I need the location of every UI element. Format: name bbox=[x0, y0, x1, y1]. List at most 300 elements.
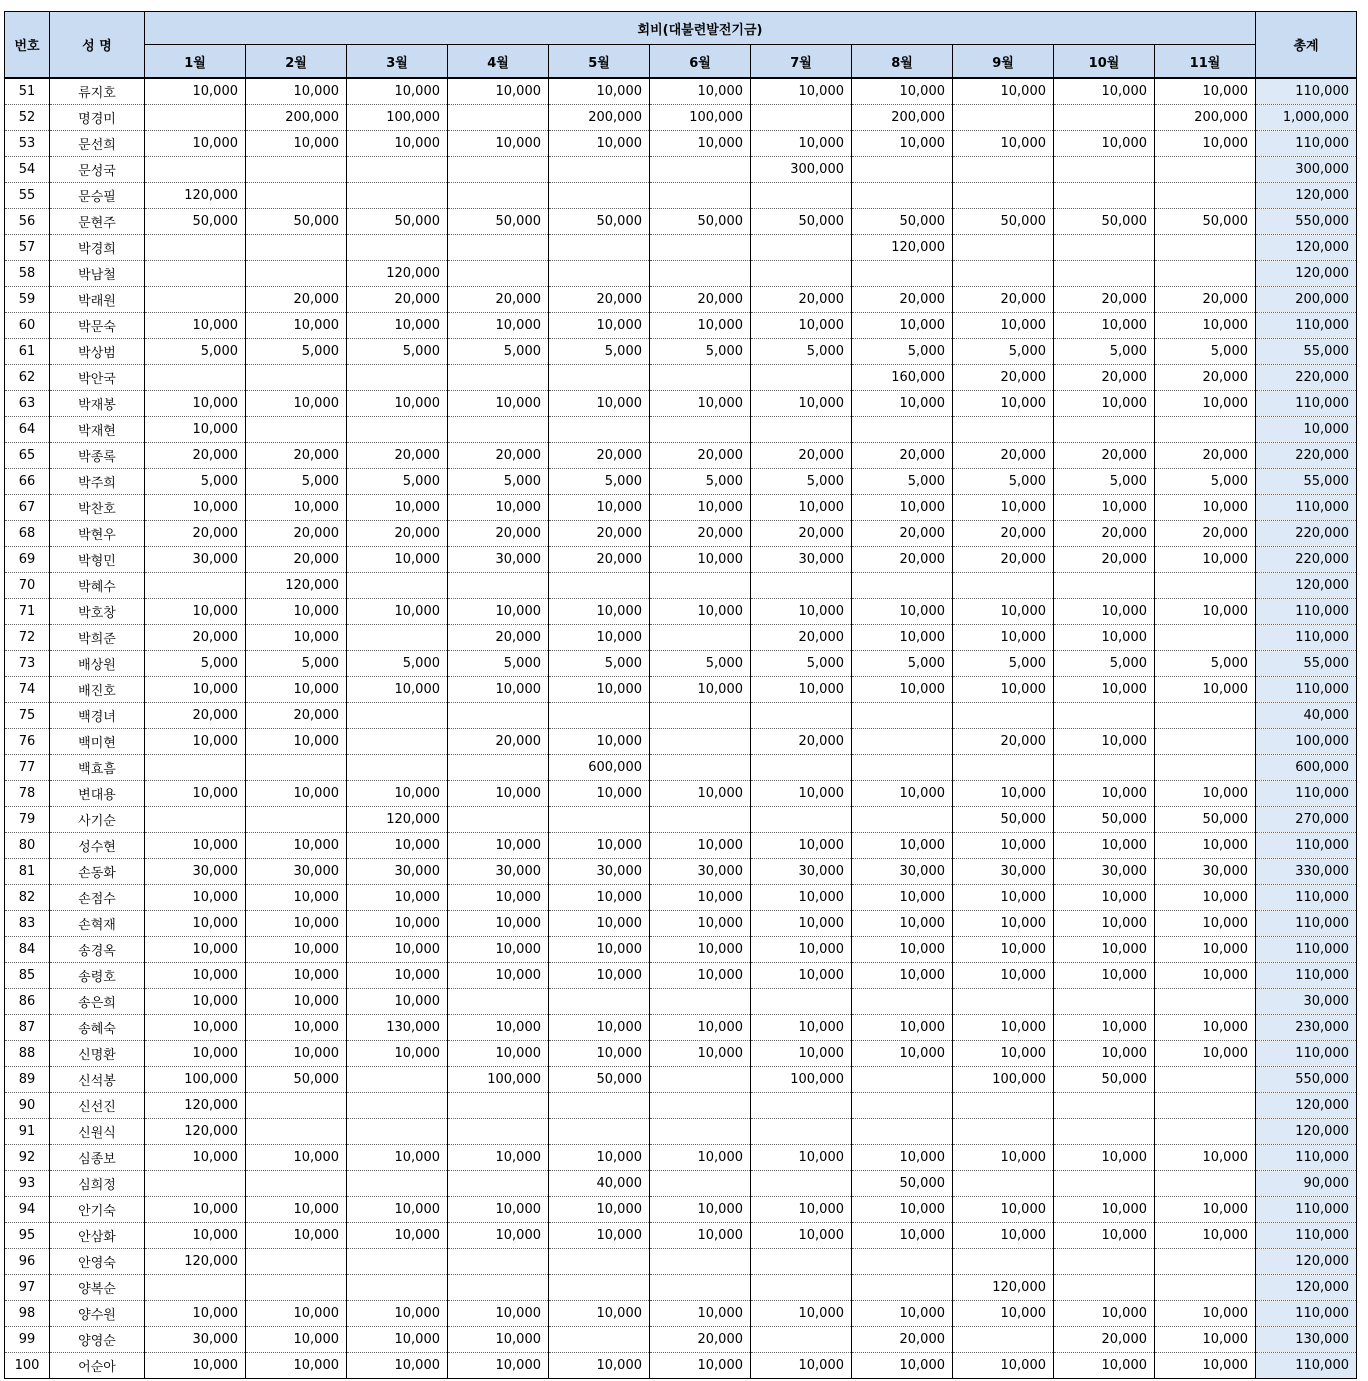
cell-month[interactable] bbox=[246, 807, 347, 833]
cell-month[interactable]: 10,000 bbox=[246, 78, 347, 105]
cell-month[interactable]: 10,000 bbox=[145, 1145, 246, 1171]
cell-month[interactable] bbox=[953, 989, 1054, 1015]
cell-month[interactable] bbox=[1054, 105, 1155, 131]
cell-month[interactable]: 10,000 bbox=[145, 313, 246, 339]
cell-total[interactable]: 130,000 bbox=[1256, 1327, 1357, 1353]
cell-name[interactable]: 박상범 bbox=[50, 339, 145, 365]
cell-month[interactable]: 20,000 bbox=[145, 625, 246, 651]
cell-month[interactable]: 10,000 bbox=[852, 677, 953, 703]
cell-total[interactable]: 120,000 bbox=[1256, 1249, 1357, 1275]
cell-total[interactable]: 200,000 bbox=[1256, 287, 1357, 313]
cell-month[interactable]: 20,000 bbox=[1155, 365, 1256, 391]
cell-month[interactable]: 5,000 bbox=[145, 469, 246, 495]
cell-no[interactable]: 55 bbox=[5, 183, 50, 209]
cell-month[interactable]: 5,000 bbox=[246, 469, 347, 495]
cell-month[interactable]: 100,000 bbox=[751, 1067, 852, 1093]
cell-month[interactable]: 100,000 bbox=[347, 105, 448, 131]
cell-no[interactable]: 51 bbox=[5, 78, 50, 105]
cell-month[interactable] bbox=[1054, 1093, 1155, 1119]
cell-month[interactable]: 50,000 bbox=[549, 209, 650, 235]
cell-month[interactable] bbox=[751, 235, 852, 261]
cell-month[interactable]: 5,000 bbox=[953, 651, 1054, 677]
cell-month[interactable]: 20,000 bbox=[650, 443, 751, 469]
cell-month[interactable]: 30,000 bbox=[953, 859, 1054, 885]
cell-total[interactable]: 220,000 bbox=[1256, 547, 1357, 573]
cell-month[interactable]: 100,000 bbox=[953, 1067, 1054, 1093]
cell-month[interactable]: 20,000 bbox=[1155, 521, 1256, 547]
cell-month[interactable]: 10,000 bbox=[246, 911, 347, 937]
cell-month[interactable]: 50,000 bbox=[852, 209, 953, 235]
cell-month[interactable]: 20,000 bbox=[448, 521, 549, 547]
cell-month[interactable]: 10,000 bbox=[1054, 963, 1155, 989]
cell-month[interactable]: 10,000 bbox=[145, 495, 246, 521]
cell-month[interactable]: 10,000 bbox=[246, 1015, 347, 1041]
cell-month[interactable]: 10,000 bbox=[145, 1301, 246, 1327]
cell-no[interactable]: 60 bbox=[5, 313, 50, 339]
cell-month[interactable]: 5,000 bbox=[347, 469, 448, 495]
cell-month[interactable] bbox=[448, 105, 549, 131]
cell-name[interactable]: 심종보 bbox=[50, 1145, 145, 1171]
cell-month[interactable] bbox=[246, 235, 347, 261]
cell-month[interactable] bbox=[347, 417, 448, 443]
cell-month[interactable]: 10,000 bbox=[549, 599, 650, 625]
cell-month[interactable] bbox=[347, 1171, 448, 1197]
cell-month[interactable]: 10,000 bbox=[549, 1301, 650, 1327]
cell-month[interactable] bbox=[852, 1275, 953, 1301]
cell-month[interactable]: 5,000 bbox=[145, 339, 246, 365]
cell-month[interactable] bbox=[1155, 1093, 1256, 1119]
cell-month[interactable]: 20,000 bbox=[852, 547, 953, 573]
cell-month[interactable] bbox=[953, 1119, 1054, 1145]
cell-month[interactable]: 10,000 bbox=[448, 1041, 549, 1067]
cell-no[interactable]: 82 bbox=[5, 885, 50, 911]
cell-month[interactable]: 10,000 bbox=[246, 1197, 347, 1223]
cell-month[interactable]: 10,000 bbox=[1054, 625, 1155, 651]
cell-month[interactable]: 10,000 bbox=[1155, 1301, 1256, 1327]
cell-month[interactable]: 10,000 bbox=[347, 495, 448, 521]
cell-month[interactable] bbox=[246, 417, 347, 443]
cell-month[interactable]: 10,000 bbox=[953, 937, 1054, 963]
cell-month[interactable]: 10,000 bbox=[246, 963, 347, 989]
cell-name[interactable]: 박래원 bbox=[50, 287, 145, 313]
cell-month[interactable] bbox=[347, 365, 448, 391]
cell-month[interactable]: 10,000 bbox=[549, 1145, 650, 1171]
cell-month[interactable]: 10,000 bbox=[1054, 911, 1155, 937]
cell-month[interactable]: 5,000 bbox=[751, 469, 852, 495]
cell-month[interactable]: 10,000 bbox=[1054, 781, 1155, 807]
cell-month[interactable]: 10,000 bbox=[650, 937, 751, 963]
cell-month[interactable]: 40,000 bbox=[549, 1171, 650, 1197]
cell-month[interactable]: 10,000 bbox=[448, 1197, 549, 1223]
cell-month[interactable]: 10,000 bbox=[1155, 885, 1256, 911]
cell-month[interactable] bbox=[852, 729, 953, 755]
cell-month[interactable]: 5,000 bbox=[650, 651, 751, 677]
cell-month[interactable]: 10,000 bbox=[1155, 495, 1256, 521]
header-month[interactable]: 5월 bbox=[549, 45, 650, 79]
cell-month[interactable]: 10,000 bbox=[347, 1041, 448, 1067]
cell-month[interactable] bbox=[1054, 989, 1155, 1015]
cell-month[interactable]: 10,000 bbox=[650, 1015, 751, 1041]
cell-month[interactable] bbox=[549, 703, 650, 729]
cell-name[interactable]: 박안국 bbox=[50, 365, 145, 391]
cell-month[interactable] bbox=[347, 1093, 448, 1119]
cell-month[interactable]: 10,000 bbox=[1155, 911, 1256, 937]
cell-no[interactable]: 72 bbox=[5, 625, 50, 651]
cell-month[interactable]: 20,000 bbox=[953, 729, 1054, 755]
cell-month[interactable]: 10,000 bbox=[1054, 1301, 1155, 1327]
cell-month[interactable] bbox=[549, 235, 650, 261]
cell-month[interactable] bbox=[650, 157, 751, 183]
cell-name[interactable]: 신명환 bbox=[50, 1041, 145, 1067]
cell-month[interactable]: 20,000 bbox=[751, 287, 852, 313]
cell-month[interactable]: 50,000 bbox=[1054, 807, 1155, 833]
cell-month[interactable] bbox=[1054, 235, 1155, 261]
cell-month[interactable]: 5,000 bbox=[448, 651, 549, 677]
cell-month[interactable]: 20,000 bbox=[145, 703, 246, 729]
cell-month[interactable]: 50,000 bbox=[246, 1067, 347, 1093]
cell-month[interactable]: 10,000 bbox=[650, 1197, 751, 1223]
cell-month[interactable]: 10,000 bbox=[145, 911, 246, 937]
cell-no[interactable]: 52 bbox=[5, 105, 50, 131]
cell-month[interactable]: 10,000 bbox=[1054, 1041, 1155, 1067]
cell-total[interactable]: 600,000 bbox=[1256, 755, 1357, 781]
cell-month[interactable]: 10,000 bbox=[1054, 1223, 1155, 1249]
cell-no[interactable]: 53 bbox=[5, 131, 50, 157]
cell-month[interactable]: 10,000 bbox=[751, 391, 852, 417]
cell-month[interactable]: 10,000 bbox=[145, 1041, 246, 1067]
cell-month[interactable] bbox=[145, 1171, 246, 1197]
cell-month[interactable]: 10,000 bbox=[650, 1353, 751, 1379]
cell-month[interactable] bbox=[448, 703, 549, 729]
cell-month[interactable]: 10,000 bbox=[953, 313, 1054, 339]
cell-month[interactable]: 10,000 bbox=[751, 833, 852, 859]
cell-month[interactable]: 10,000 bbox=[751, 78, 852, 105]
cell-total[interactable]: 110,000 bbox=[1256, 1301, 1357, 1327]
cell-month[interactable] bbox=[650, 1171, 751, 1197]
cell-month[interactable]: 50,000 bbox=[145, 209, 246, 235]
cell-month[interactable] bbox=[953, 573, 1054, 599]
cell-name[interactable]: 양수원 bbox=[50, 1301, 145, 1327]
cell-month[interactable]: 10,000 bbox=[650, 495, 751, 521]
cell-no[interactable]: 99 bbox=[5, 1327, 50, 1353]
cell-month[interactable]: 20,000 bbox=[1054, 443, 1155, 469]
cell-no[interactable]: 97 bbox=[5, 1275, 50, 1301]
cell-month[interactable]: 10,000 bbox=[1155, 963, 1256, 989]
cell-month[interactable] bbox=[1155, 1249, 1256, 1275]
cell-month[interactable] bbox=[650, 417, 751, 443]
cell-month[interactable]: 10,000 bbox=[1054, 1197, 1155, 1223]
cell-month[interactable] bbox=[953, 1249, 1054, 1275]
cell-month[interactable] bbox=[650, 1275, 751, 1301]
cell-month[interactable]: 5,000 bbox=[852, 339, 953, 365]
cell-month[interactable]: 10,000 bbox=[347, 963, 448, 989]
cell-month[interactable] bbox=[852, 703, 953, 729]
cell-month[interactable]: 20,000 bbox=[751, 729, 852, 755]
cell-month[interactable]: 10,000 bbox=[1054, 677, 1155, 703]
cell-month[interactable] bbox=[1054, 183, 1155, 209]
cell-month[interactable]: 10,000 bbox=[1155, 1223, 1256, 1249]
cell-month[interactable] bbox=[751, 365, 852, 391]
cell-total[interactable]: 110,000 bbox=[1256, 963, 1357, 989]
cell-month[interactable] bbox=[448, 157, 549, 183]
cell-month[interactable]: 20,000 bbox=[751, 443, 852, 469]
cell-no[interactable]: 56 bbox=[5, 209, 50, 235]
cell-month[interactable] bbox=[145, 1275, 246, 1301]
cell-total[interactable]: 120,000 bbox=[1256, 261, 1357, 287]
cell-month[interactable]: 50,000 bbox=[448, 209, 549, 235]
cell-month[interactable]: 10,000 bbox=[347, 1327, 448, 1353]
cell-no[interactable]: 84 bbox=[5, 937, 50, 963]
cell-total[interactable]: 120,000 bbox=[1256, 573, 1357, 599]
cell-month[interactable] bbox=[953, 105, 1054, 131]
cell-total[interactable]: 110,000 bbox=[1256, 131, 1357, 157]
cell-month[interactable] bbox=[1155, 755, 1256, 781]
cell-name[interactable]: 성수현 bbox=[50, 833, 145, 859]
cell-no[interactable]: 59 bbox=[5, 287, 50, 313]
cell-month[interactable]: 20,000 bbox=[1054, 365, 1155, 391]
cell-no[interactable]: 95 bbox=[5, 1223, 50, 1249]
cell-month[interactable]: 10,000 bbox=[751, 885, 852, 911]
cell-month[interactable] bbox=[448, 417, 549, 443]
cell-no[interactable]: 70 bbox=[5, 573, 50, 599]
cell-month[interactable]: 10,000 bbox=[1054, 78, 1155, 105]
cell-month[interactable]: 10,000 bbox=[145, 781, 246, 807]
cell-month[interactable] bbox=[852, 183, 953, 209]
cell-month[interactable]: 10,000 bbox=[751, 1145, 852, 1171]
cell-month[interactable]: 10,000 bbox=[1054, 1353, 1155, 1379]
cell-month[interactable] bbox=[1155, 703, 1256, 729]
cell-no[interactable]: 90 bbox=[5, 1093, 50, 1119]
cell-name[interactable]: 백미현 bbox=[50, 729, 145, 755]
cell-month[interactable]: 10,000 bbox=[246, 599, 347, 625]
cell-month[interactable]: 10,000 bbox=[650, 677, 751, 703]
cell-total[interactable]: 330,000 bbox=[1256, 859, 1357, 885]
cell-month[interactable]: 10,000 bbox=[347, 781, 448, 807]
cell-month[interactable]: 10,000 bbox=[549, 729, 650, 755]
cell-no[interactable]: 74 bbox=[5, 677, 50, 703]
cell-month[interactable]: 10,000 bbox=[246, 391, 347, 417]
cell-month[interactable]: 10,000 bbox=[1054, 495, 1155, 521]
cell-month[interactable]: 5,000 bbox=[347, 339, 448, 365]
cell-month[interactable]: 10,000 bbox=[549, 911, 650, 937]
cell-month[interactable] bbox=[1054, 157, 1155, 183]
cell-month[interactable]: 600,000 bbox=[549, 755, 650, 781]
cell-month[interactable]: 20,000 bbox=[852, 521, 953, 547]
cell-month[interactable]: 10,000 bbox=[145, 1197, 246, 1223]
cell-month[interactable]: 5,000 bbox=[549, 469, 650, 495]
cell-no[interactable]: 57 bbox=[5, 235, 50, 261]
cell-month[interactable] bbox=[1054, 417, 1155, 443]
cell-month[interactable] bbox=[953, 261, 1054, 287]
cell-month[interactable]: 20,000 bbox=[650, 1327, 751, 1353]
cell-month[interactable]: 10,000 bbox=[347, 547, 448, 573]
cell-month[interactable] bbox=[650, 1119, 751, 1145]
cell-month[interactable]: 200,000 bbox=[1155, 105, 1256, 131]
cell-month[interactable]: 5,000 bbox=[1155, 339, 1256, 365]
cell-month[interactable]: 10,000 bbox=[852, 1301, 953, 1327]
cell-month[interactable]: 10,000 bbox=[953, 1145, 1054, 1171]
cell-month[interactable]: 5,000 bbox=[448, 469, 549, 495]
cell-no[interactable]: 65 bbox=[5, 443, 50, 469]
cell-no[interactable]: 89 bbox=[5, 1067, 50, 1093]
cell-month[interactable]: 10,000 bbox=[347, 989, 448, 1015]
cell-name[interactable]: 박호창 bbox=[50, 599, 145, 625]
cell-month[interactable] bbox=[751, 703, 852, 729]
cell-total[interactable]: 110,000 bbox=[1256, 937, 1357, 963]
cell-total[interactable]: 110,000 bbox=[1256, 78, 1357, 105]
cell-month[interactable]: 10,000 bbox=[246, 1145, 347, 1171]
cell-month[interactable]: 10,000 bbox=[1155, 313, 1256, 339]
cell-month[interactable]: 10,000 bbox=[751, 1223, 852, 1249]
cell-no[interactable]: 98 bbox=[5, 1301, 50, 1327]
cell-month[interactable]: 10,000 bbox=[953, 781, 1054, 807]
cell-month[interactable]: 20,000 bbox=[1054, 287, 1155, 313]
cell-month[interactable]: 10,000 bbox=[448, 963, 549, 989]
cell-total[interactable]: 110,000 bbox=[1256, 1041, 1357, 1067]
cell-month[interactable]: 120,000 bbox=[145, 1119, 246, 1145]
cell-total[interactable]: 120,000 bbox=[1256, 1275, 1357, 1301]
cell-month[interactable] bbox=[1054, 755, 1155, 781]
header-total[interactable]: 총계 bbox=[1256, 12, 1357, 79]
cell-month[interactable]: 10,000 bbox=[145, 417, 246, 443]
cell-month[interactable]: 120,000 bbox=[246, 573, 347, 599]
cell-month[interactable]: 30,000 bbox=[347, 859, 448, 885]
header-month[interactable]: 1월 bbox=[145, 45, 246, 79]
cell-month[interactable] bbox=[549, 1275, 650, 1301]
cell-month[interactable]: 10,000 bbox=[1155, 131, 1256, 157]
cell-month[interactable] bbox=[953, 755, 1054, 781]
cell-month[interactable] bbox=[448, 989, 549, 1015]
cell-month[interactable] bbox=[347, 183, 448, 209]
cell-month[interactable] bbox=[852, 807, 953, 833]
cell-month[interactable]: 5,000 bbox=[549, 651, 650, 677]
cell-month[interactable] bbox=[751, 183, 852, 209]
cell-no[interactable]: 62 bbox=[5, 365, 50, 391]
cell-month[interactable]: 30,000 bbox=[751, 547, 852, 573]
cell-month[interactable]: 10,000 bbox=[751, 1197, 852, 1223]
cell-month[interactable] bbox=[145, 235, 246, 261]
cell-month[interactable]: 120,000 bbox=[145, 1249, 246, 1275]
cell-month[interactable]: 20,000 bbox=[751, 521, 852, 547]
cell-month[interactable]: 10,000 bbox=[650, 1301, 751, 1327]
cell-month[interactable] bbox=[650, 1093, 751, 1119]
cell-month[interactable]: 10,000 bbox=[448, 911, 549, 937]
cell-month[interactable] bbox=[549, 365, 650, 391]
cell-month[interactable]: 10,000 bbox=[953, 625, 1054, 651]
cell-month[interactable] bbox=[953, 1171, 1054, 1197]
cell-month[interactable]: 10,000 bbox=[751, 313, 852, 339]
cell-month[interactable] bbox=[650, 729, 751, 755]
cell-month[interactable]: 10,000 bbox=[1155, 78, 1256, 105]
cell-month[interactable] bbox=[1155, 573, 1256, 599]
cell-month[interactable] bbox=[549, 1249, 650, 1275]
cell-month[interactable]: 10,000 bbox=[852, 599, 953, 625]
cell-month[interactable]: 10,000 bbox=[1155, 599, 1256, 625]
cell-month[interactable] bbox=[246, 365, 347, 391]
cell-month[interactable]: 10,000 bbox=[246, 313, 347, 339]
cell-month[interactable] bbox=[751, 1249, 852, 1275]
cell-month[interactable]: 20,000 bbox=[1054, 521, 1155, 547]
cell-month[interactable]: 10,000 bbox=[650, 131, 751, 157]
cell-total[interactable]: 110,000 bbox=[1256, 495, 1357, 521]
cell-month[interactable]: 200,000 bbox=[246, 105, 347, 131]
cell-total[interactable]: 110,000 bbox=[1256, 1197, 1357, 1223]
cell-month[interactable] bbox=[347, 625, 448, 651]
cell-month[interactable] bbox=[953, 417, 1054, 443]
cell-total[interactable]: 300,000 bbox=[1256, 157, 1357, 183]
cell-month[interactable]: 50,000 bbox=[852, 1171, 953, 1197]
cell-no[interactable]: 87 bbox=[5, 1015, 50, 1041]
cell-month[interactable]: 10,000 bbox=[448, 1301, 549, 1327]
cell-month[interactable] bbox=[852, 417, 953, 443]
cell-month[interactable]: 10,000 bbox=[751, 1041, 852, 1067]
cell-month[interactable] bbox=[1054, 1119, 1155, 1145]
cell-total[interactable]: 55,000 bbox=[1256, 469, 1357, 495]
cell-month[interactable]: 20,000 bbox=[953, 287, 1054, 313]
cell-no[interactable]: 77 bbox=[5, 755, 50, 781]
cell-name[interactable]: 백효흠 bbox=[50, 755, 145, 781]
cell-total[interactable]: 110,000 bbox=[1256, 599, 1357, 625]
cell-month[interactable]: 10,000 bbox=[549, 963, 650, 989]
cell-month[interactable]: 20,000 bbox=[246, 547, 347, 573]
header-month[interactable]: 10월 bbox=[1054, 45, 1155, 79]
cell-no[interactable]: 93 bbox=[5, 1171, 50, 1197]
cell-month[interactable]: 20,000 bbox=[246, 443, 347, 469]
cell-month[interactable]: 10,000 bbox=[448, 781, 549, 807]
cell-month[interactable]: 30,000 bbox=[1054, 859, 1155, 885]
cell-name[interactable]: 박형민 bbox=[50, 547, 145, 573]
cell-month[interactable]: 10,000 bbox=[1155, 1197, 1256, 1223]
cell-month[interactable] bbox=[852, 1093, 953, 1119]
cell-name[interactable]: 양영순 bbox=[50, 1327, 145, 1353]
cell-month[interactable] bbox=[650, 703, 751, 729]
cell-month[interactable] bbox=[650, 807, 751, 833]
cell-month[interactable] bbox=[448, 183, 549, 209]
cell-month[interactable]: 20,000 bbox=[448, 443, 549, 469]
cell-month[interactable]: 10,000 bbox=[549, 937, 650, 963]
cell-month[interactable] bbox=[751, 807, 852, 833]
cell-month[interactable]: 20,000 bbox=[1054, 547, 1155, 573]
cell-month[interactable]: 10,000 bbox=[953, 911, 1054, 937]
cell-month[interactable] bbox=[1155, 729, 1256, 755]
cell-month[interactable]: 10,000 bbox=[650, 391, 751, 417]
cell-total[interactable]: 550,000 bbox=[1256, 1067, 1357, 1093]
cell-month[interactable]: 120,000 bbox=[852, 235, 953, 261]
cell-name[interactable]: 박현우 bbox=[50, 521, 145, 547]
cell-month[interactable]: 10,000 bbox=[145, 599, 246, 625]
cell-month[interactable]: 10,000 bbox=[549, 625, 650, 651]
cell-total[interactable]: 110,000 bbox=[1256, 1145, 1357, 1171]
cell-month[interactable] bbox=[448, 365, 549, 391]
cell-month[interactable] bbox=[347, 1275, 448, 1301]
cell-month[interactable]: 10,000 bbox=[650, 547, 751, 573]
cell-name[interactable]: 백경녀 bbox=[50, 703, 145, 729]
cell-name[interactable]: 손점수 bbox=[50, 885, 145, 911]
cell-month[interactable]: 10,000 bbox=[448, 1145, 549, 1171]
cell-month[interactable]: 10,000 bbox=[852, 1197, 953, 1223]
cell-month[interactable]: 10,000 bbox=[347, 911, 448, 937]
cell-month[interactable]: 10,000 bbox=[246, 1301, 347, 1327]
cell-month[interactable]: 10,000 bbox=[448, 833, 549, 859]
cell-name[interactable]: 송은희 bbox=[50, 989, 145, 1015]
cell-month[interactable] bbox=[953, 703, 1054, 729]
cell-total[interactable]: 90,000 bbox=[1256, 1171, 1357, 1197]
cell-month[interactable]: 10,000 bbox=[448, 1015, 549, 1041]
cell-month[interactable]: 10,000 bbox=[1054, 391, 1155, 417]
cell-month[interactable]: 10,000 bbox=[650, 1223, 751, 1249]
cell-month[interactable]: 10,000 bbox=[1054, 1015, 1155, 1041]
cell-month[interactable]: 20,000 bbox=[145, 521, 246, 547]
